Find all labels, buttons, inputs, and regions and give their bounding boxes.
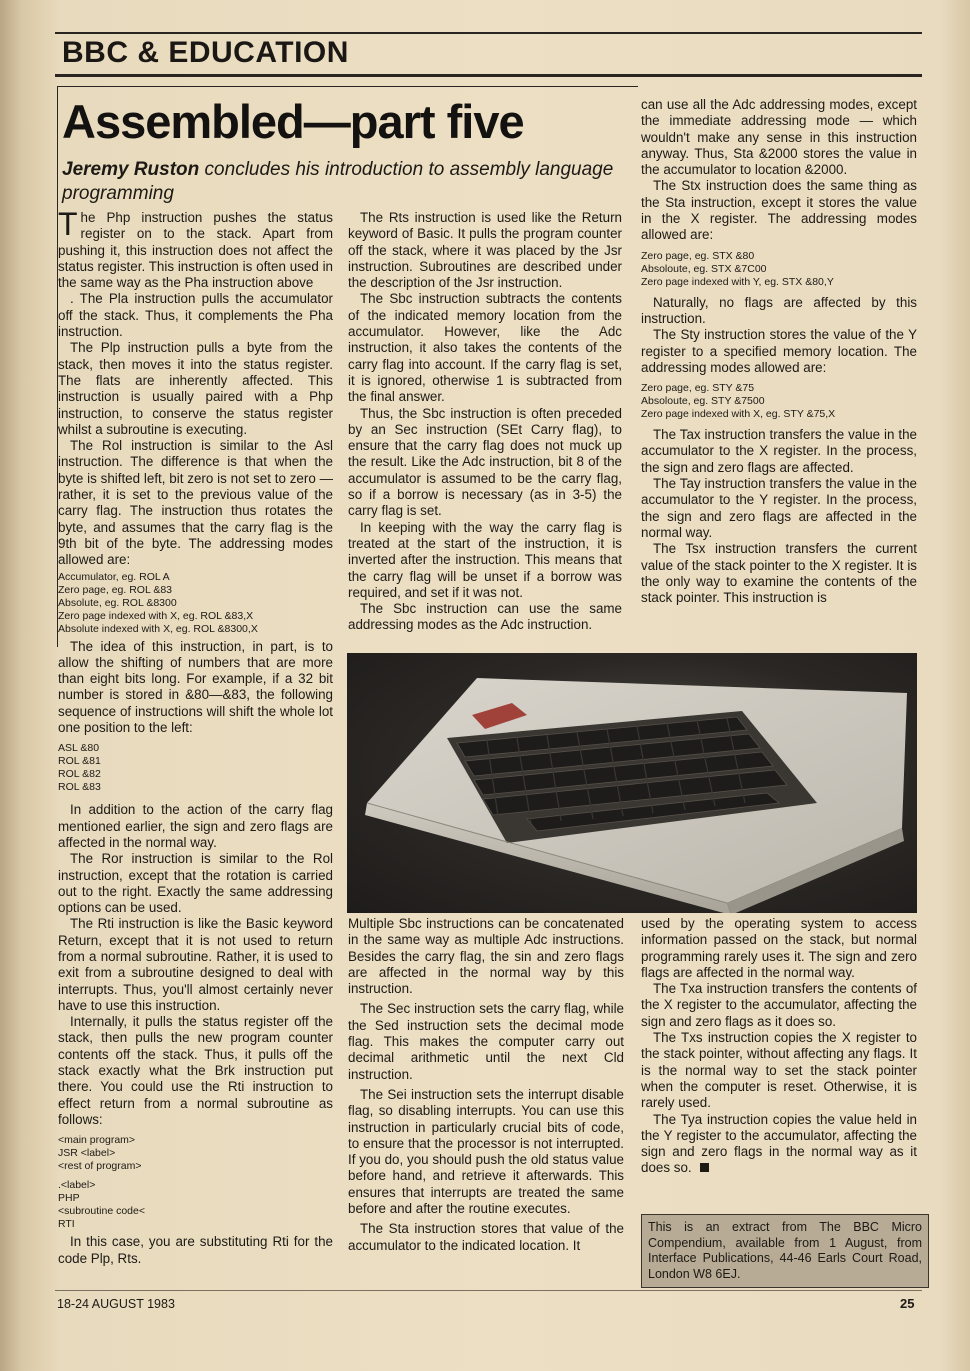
- code-listing: [641, 250, 917, 289]
- computer-illustration: [347, 653, 917, 913]
- top-rule: [55, 32, 922, 34]
- paragraph: The idea of this instruction, in part, is to allow the shifting of numbers that are more than eight bits long. For example, if a 32 bit number is stored in &80—&83, the following sequence of instructions will shift the whole lot one position to the left:: [58, 638, 333, 736]
- issue-date: 18-24 AUGUST 1983: [57, 1297, 175, 1311]
- paragraph: can use all the Adc addressing modes, except the immediate addressing mode — which wouldn't make any sense in this instruction anyway. Thus, Sta &2000 stores the value in the accumulator to location &2000.: [641, 97, 917, 178]
- paragraph: Multiple Sbc instructions can be concatenated in the same way as multiple Adc instructions. Besides the carry flag, the sin and zero flags are affected in the normal way by this instruction.: [348, 916, 624, 997]
- paragraph: used by the operating system to access information passed on the stack, but normal programming rarely uses it. The sign and zero flags are affected in the normal way.: [641, 916, 917, 980]
- code-line: Zero page indexed with X, eg. ROL &83,X: [58, 609, 254, 622]
- column-2-bottom: [348, 916, 624, 1254]
- paragraph: The Plp instruction pulls a byte from the stack, then moves it into the status register. The flats are inherently affected. This instruction is usually paired with a Php instruction, to conserve the status register whilst a subroutine is executing.: [58, 340, 333, 437]
- footer-rule: [55, 1290, 922, 1291]
- code-line: Absolute, eg. ROL &8300: [58, 596, 177, 609]
- paragraph: The Stx instruction does the same thing as the Sta instruction, except it stores the value in the X register. The addressing modes allowed are:: [641, 178, 917, 243]
- bbc-micro-photo: [347, 653, 917, 913]
- column-1: [58, 206, 333, 1267]
- code-listing: [58, 742, 333, 794]
- code-line: ROL &81: [58, 755, 101, 768]
- paragraph: The Php instruction pushes the status register on to the stack. Apart from pushing it, this instruction does not affect the status register. This instruction is often used in the same way as the Pha instruction above: [58, 206, 333, 291]
- paragraph: The Sei instruction sets the interrupt disable flag, so disabling interrupts. You can use this instruction in particularly crucial bits of code, to ensure that the processor is not interrupted. If you do, you should push the old status value before hand, and retrieve it afterwards. This ensures that interrupts are treated the same before and after the routine executes.: [348, 1086, 624, 1217]
- paragraph: The Tax instruction transfers the value in the accumulator to the X register. In the process, the sign and zero flags are affected.: [641, 427, 917, 475]
- code-line: .<label>: [58, 1179, 96, 1192]
- author-name: Jeremy Ruston: [62, 159, 200, 180]
- column-3-bottom: [641, 916, 917, 1177]
- code-line: JSR <label>: [58, 1147, 116, 1160]
- paragraph: Internally, it pulls the status register off the stack, then pulls the new program counter contents off the stack. Thus, it pulls off the stack exactly what the Brk instruction put there. You could use the Rti instruction to effect return from a normal subroutine as follows:: [58, 1014, 333, 1127]
- column-3-top: [641, 97, 917, 606]
- paragraph: The Tay instruction transfers the value in the accumulator to the Y register. In the process, the sign and zero flags are affected in the normal way.: [641, 476, 917, 540]
- code-line: Absoloute, eg. STY &7500: [641, 395, 765, 408]
- code-listing: [58, 571, 333, 636]
- standfirst-text: concludes his introduction to assembly language programming: [62, 159, 614, 204]
- code-line: ROL &82: [58, 768, 101, 781]
- code-line: <main program>: [58, 1134, 136, 1147]
- code-line: Accumulator, eg. ROL A: [58, 570, 170, 583]
- code-listing: [58, 1134, 333, 1173]
- paragraph: The Sty instruction stores the value of the Y register to a specified memory location. The addressing modes allowed are:: [641, 327, 917, 375]
- code-line: Zero page, eg. STY &75: [641, 382, 755, 395]
- code-line: Zero page, eg. ROL &83: [58, 583, 173, 596]
- paragraph: In addition to the action of the carry flag mentioned earlier, the sign and zero flags are affected in the normal way.: [58, 802, 333, 850]
- paragraph: The Ror instruction is similar to the Rol instruction, except that the rotation is carried out to the right. Exactly the same addressing options can be used.: [58, 851, 333, 916]
- code-line: Zero page indexed with Y, eg. STX &80,Y: [641, 275, 834, 288]
- code-line: RTI: [58, 1218, 75, 1231]
- paragraph: Thus, the Sbc instruction is often preceded by an Sec instruction (SEt Carry flag), to ensure that the carry flag does not muck up the result. Like the Adc instruction, bit 8 of the accumulator is assumed to be the carry flag, so if a borrow is necessary (as in 3-5) the carry flag is set.: [348, 405, 622, 519]
- paragraph: The Rti instruction is like the Basic keyword Return, except that it is not used to return from a normal subroutine. Rather, it is used to exit from a subroutine designed to deal with interrupts. Thus, you'll almost certainly never have to use this instruction.: [58, 916, 333, 1013]
- paragraph: The Rts instruction is used like the Return keyword of Basic. It pulls the program counter off the stack, where it was placed by the Jsr instruction. Subroutines are described under the description of the Jsr instruction.: [348, 210, 622, 291]
- code-line: Zero page indexed with X, eg. STY &75,X: [641, 408, 836, 421]
- paragraph: In this case, you are substituting Rti for the code Plp, Rts.: [58, 1234, 333, 1266]
- paragraph: Naturally, no flags are affected by this instruction.: [641, 294, 917, 326]
- page-number: 25: [900, 1296, 915, 1311]
- code-line: Absoloute, eg. STX &7C00: [641, 262, 767, 275]
- section-heading: BBC & EDUCATION: [62, 36, 349, 69]
- paragraph: The Sec instruction sets the carry flag, while the Sed instruction sets the decimal mode flag. This makes the computer carry out decimal arithmetic until the next Cld instruction.: [348, 1001, 624, 1082]
- code-listing: [58, 1179, 333, 1231]
- paragraph: The Tya instruction copies the value held in the Y register to the accumulator, affecting the sign and zero flags in the normal way as it does so.: [641, 1111, 917, 1176]
- end-of-article-mark: [700, 1163, 709, 1172]
- column-2-top: [348, 210, 622, 634]
- paragraph: In keeping with the way the carry flag is treated at the start of the instruction, it is inverted after the instruction. This means that the carry flag will be unset if a borrow was required, and set if it was not.: [348, 519, 622, 600]
- article-title: Assembled—part five: [62, 95, 524, 148]
- paragraph: . The Pla instruction pulls the accumulator off the stack. Thus, it complements the Pha instruction.: [58, 291, 333, 340]
- paragraph: The Txs instruction copies the X register to the stack pointer, without affecting any flags. It is the normal way to set the stack pointer when the computer is reset. Otherwise, it is rarely used.: [641, 1030, 917, 1111]
- code-listing: [641, 382, 917, 421]
- code-line: Absolute indexed with X, eg. ROL &8300,X: [58, 622, 258, 635]
- paragraph: The Txa instruction transfers the contents of the X register to the accumulator, affecting the sign and zero flags as it does so.: [641, 981, 917, 1029]
- paragraph: The Tsx instruction transfers the current value of the stack pointer to the X register. It is the only way to examine the contents of the stack pointer. This instruction is: [641, 541, 917, 606]
- standfirst: [62, 158, 622, 206]
- paragraph: The Sta instruction stores that value of the accumulator to the indicated location. It: [348, 1221, 624, 1253]
- extract-note: This is an extract from The BBC Micro Compendium, available from 1 August, from Interface Publications, 44-46 Earls Court Road, London W8 6EJ.: [641, 1214, 929, 1288]
- paragraph: The Sbc instruction subtracts the contents of the indicated memory location from the accumulator. However, like the Adc instruction, it also takes the contents of the carry flag into account. If the carry flag is set, it is ignored, otherwise 1 is subtracted from the final answer.: [348, 291, 622, 405]
- code-line: ASL &80: [58, 742, 100, 755]
- paragraph: The Sbc instruction can use the same addressing modes as the Adc instruction.: [348, 601, 622, 633]
- code-line: <rest of program>: [58, 1160, 142, 1173]
- code-line: PHP: [58, 1192, 80, 1205]
- code-line: Zero page, eg. STX &80: [641, 249, 755, 262]
- code-line: ROL &83: [58, 781, 101, 794]
- paragraph: The Rol instruction is similar to the Asl instruction. The difference is that when the byte is shifted left, bit zero is not set to zero — rather, it is set to the previous value of the carry flag. The instruction thus rotates the byte, and assumes that the carry flag is the 9th bit of the byte. The addressing modes allowed are:: [58, 438, 333, 568]
- heading-rule: [55, 74, 922, 77]
- drop-cap: T: [58, 206, 78, 242]
- code-line: <subroutine code<: [58, 1205, 145, 1218]
